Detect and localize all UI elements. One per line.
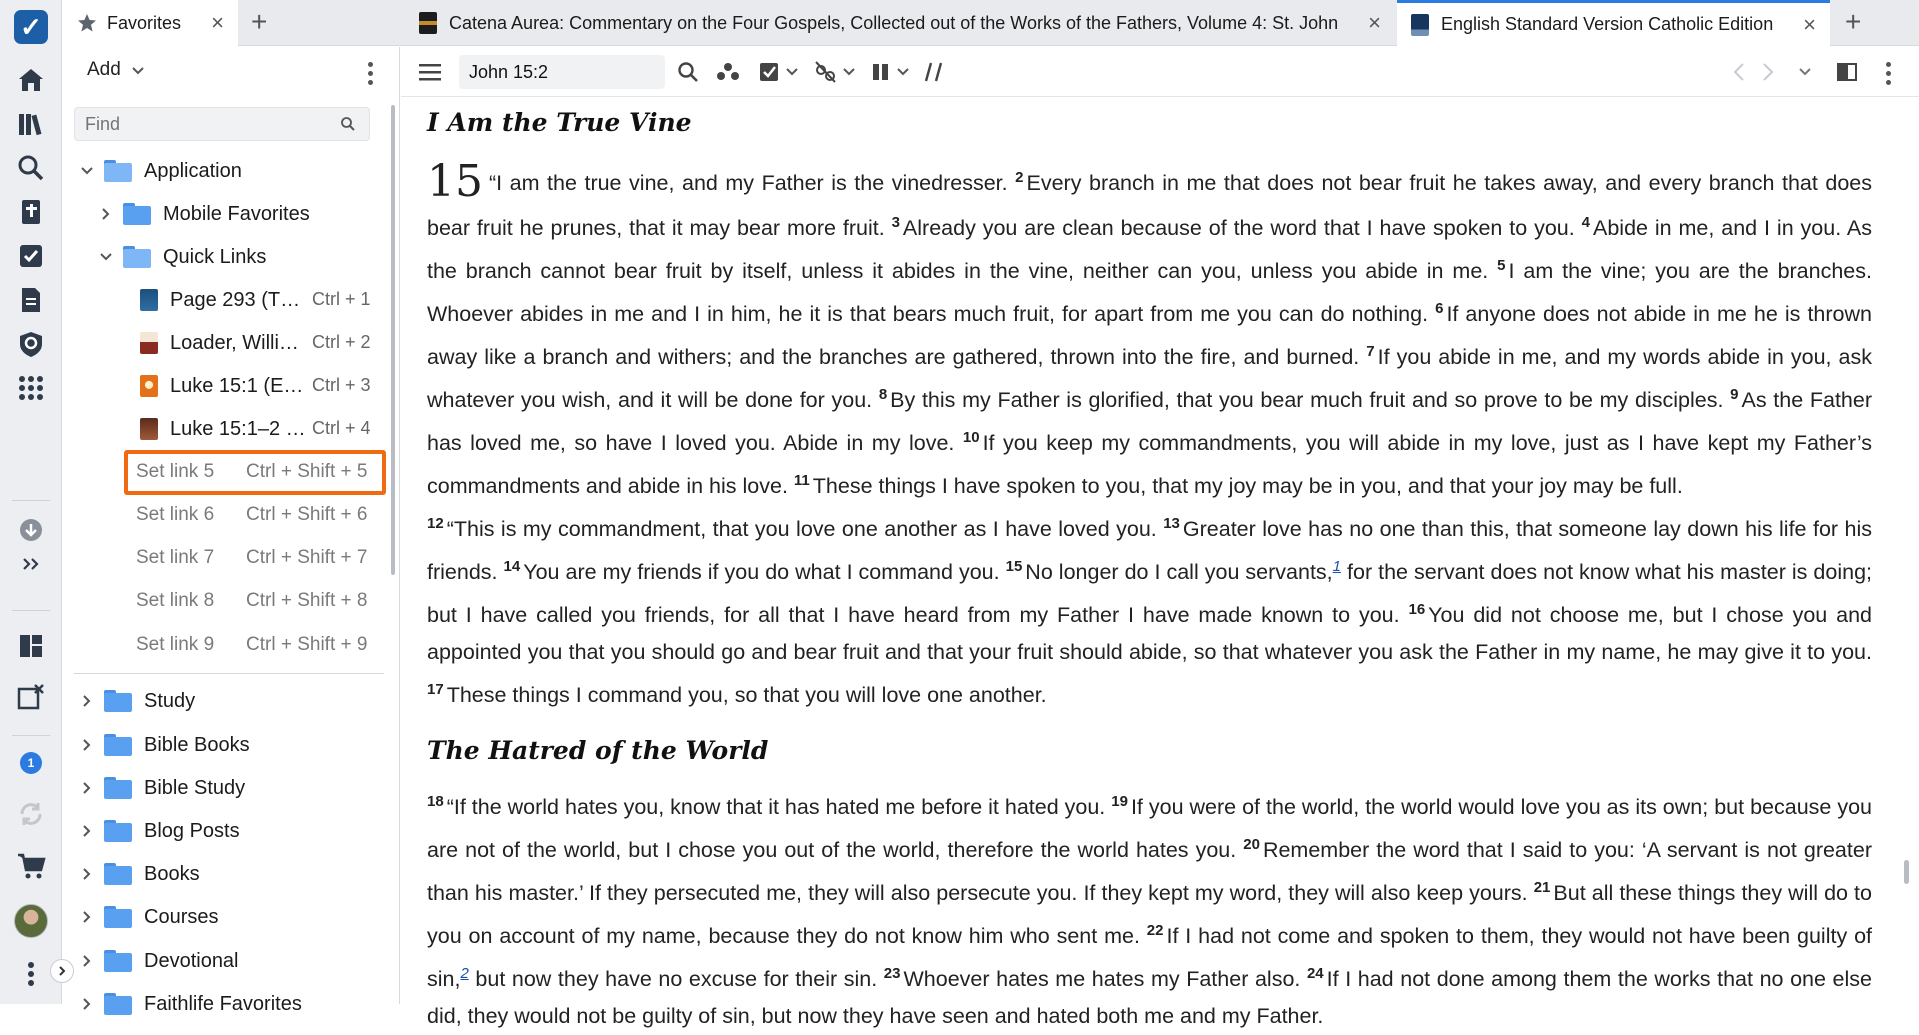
folder-application[interactable]	[80, 153, 242, 189]
verse-text: These things I command you, so that you will love one another.	[446, 683, 1047, 707]
verse-text: If anyone does not abide in me he is thrown away like a branch and withers; and the branches are gathered, thrown into the fire, and burned.	[427, 302, 1872, 369]
close-panels-icon[interactable]	[15, 680, 47, 712]
verse-text: If I had not come and spoken to them, they would not have been guilty of sin,	[427, 924, 1872, 991]
verse-text: If I had not done among them the works that no one else did, they would not be guilty of sin, but now they have seen and hated both me and my Father.	[427, 967, 1872, 1028]
verse-text: I am the vine; you are the branches. Whoever abides in me and I in him, he it is that bears much fruit, for apart from me you can do nothing.	[427, 259, 1872, 326]
favorites-scrollbar[interactable]	[391, 105, 395, 575]
history-chevron-down-icon[interactable]	[1799, 58, 1811, 86]
home-icon[interactable]	[15, 64, 47, 96]
chevron-right-icon[interactable]	[80, 997, 94, 1011]
quick-link-3[interactable]	[140, 368, 303, 404]
document-icon[interactable]	[15, 284, 47, 316]
chevron-down-icon	[843, 68, 855, 76]
verse-number[interactable]: 17	[427, 681, 444, 698]
hamburger-menu-icon[interactable]	[419, 58, 443, 86]
tab-label: Favorites	[107, 12, 182, 33]
forward-arrow-icon[interactable]	[1762, 58, 1774, 86]
new-tab-icon[interactable]: +	[1845, 6, 1862, 37]
folder-label: Quick Links	[163, 245, 267, 268]
folder-icon	[104, 690, 132, 712]
verse-number[interactable]: 12	[427, 515, 444, 532]
folder-icon	[104, 777, 132, 799]
folder-label: Blog Posts	[144, 819, 240, 842]
verse-text-group	[427, 795, 1872, 991]
verse-text: As the Father has loved me, so have I loved you. Abide in my love.	[427, 388, 1872, 455]
chevron-down-icon[interactable]	[80, 164, 94, 178]
people-icon[interactable]	[716, 58, 740, 86]
verse-text: By this my Father is glorified, that you bear much fruit and so prove to be my disciples.	[890, 388, 1731, 412]
close-tab-icon[interactable]: ×	[1803, 11, 1816, 37]
layouts-icon[interactable]	[15, 630, 47, 662]
verse-number[interactable]: 11	[793, 472, 810, 489]
verse-number[interactable]: 20	[1243, 836, 1260, 853]
new-tab-icon[interactable]: +	[251, 6, 268, 37]
book-cover-icon	[419, 12, 437, 34]
book-cover-icon	[1411, 14, 1429, 36]
verse-text-group	[427, 967, 1872, 1028]
link-label: Loader, Willi…	[170, 331, 299, 354]
verse-text: If you were of the world, the world would love you as its own; but because you are not of the world, but I chose you out of the world, therefore the world hates you.	[427, 795, 1872, 862]
folder-label: Mobile Favorites	[163, 202, 310, 225]
folder-label: Devotional	[144, 949, 239, 972]
folder-bible-study[interactable]	[80, 770, 245, 806]
folder-label: Courses	[144, 905, 219, 928]
verse-number[interactable]: 16	[1408, 601, 1426, 618]
verse-number[interactable]: 7	[1366, 343, 1375, 360]
add-button[interactable]	[87, 59, 144, 81]
set-link-shortcut: Ctrl + Shift + 5	[246, 461, 368, 482]
link-shortcut: Ctrl + 3	[312, 375, 371, 395]
set-link-label: Set link 5	[136, 461, 215, 482]
sync-icon[interactable]	[15, 798, 47, 830]
verse-text: for the servant does not know what his master is doing; but I have called you friends, for all that I have heard from my Father I have made known to you.	[427, 560, 1872, 627]
library-icon[interactable]	[15, 108, 47, 140]
verse-number[interactable]: 18	[427, 793, 444, 810]
folder-icon	[104, 863, 132, 885]
set-link-5[interactable]	[136, 454, 368, 490]
folder-bible-books[interactable]	[80, 727, 250, 763]
set-link-7[interactable]	[136, 540, 368, 576]
verse-number[interactable]: 2	[1015, 169, 1024, 186]
folder-courses[interactable]	[80, 899, 218, 935]
set-link-label: Set link 6	[136, 504, 215, 525]
add-label: Add	[87, 59, 121, 80]
verse-number[interactable]: 13	[1163, 515, 1180, 532]
section-heading: The Hatred of the World	[427, 736, 769, 765]
find-input[interactable]	[74, 107, 370, 141]
rail-divider	[12, 500, 50, 501]
chevron-right-icon[interactable]	[80, 781, 94, 795]
folder-icon	[104, 950, 132, 972]
set-link-label: Set link 8	[136, 590, 215, 611]
app-rail	[0, 0, 62, 1004]
chevron-right-icon[interactable]	[99, 207, 113, 221]
verse-text: Greater love has no one than this, that someone lay down his life for his friends.	[427, 517, 1872, 584]
chevron-right-icon[interactable]	[80, 867, 94, 881]
set-link-shortcut: Ctrl + Shift + 9	[246, 634, 368, 655]
close-tab-icon[interactable]: ×	[211, 10, 224, 35]
search-icon[interactable]	[677, 58, 699, 86]
verse-number[interactable]: 23	[883, 965, 901, 982]
paragraph	[427, 156, 1873, 505]
set-link-shortcut: Ctrl + Shift + 8	[246, 590, 368, 611]
apps-grid-icon[interactable]	[15, 372, 47, 404]
chevron-right-icon[interactable]	[80, 954, 94, 968]
folder-blog-posts[interactable]	[80, 813, 240, 849]
verse-number[interactable]: 4	[1581, 214, 1590, 231]
parallel-icon[interactable]	[871, 58, 909, 86]
text-comparison-icon[interactable]	[924, 58, 944, 86]
close-tab-icon[interactable]: ×	[1368, 10, 1381, 35]
verse-text: If you keep my commandments, you will abide in my love, just as I have kept my Father’s commandments and abide in his love.	[427, 431, 1872, 498]
verse-number[interactable]: 6	[1435, 300, 1444, 317]
reader-menu-kebab-icon[interactable]	[1886, 62, 1892, 89]
folder-study[interactable]	[80, 683, 195, 719]
set-link-6[interactable]	[136, 497, 368, 533]
reference-input[interactable]	[459, 55, 665, 89]
section-heading: I Am the True Vine	[427, 108, 692, 137]
verse-text: “I am the true vine, and my Father is the vinedresser.	[489, 171, 1016, 195]
folder-open-icon	[123, 246, 151, 268]
verse-number[interactable]: 24	[1306, 965, 1324, 982]
footnote-link[interactable]: 2	[460, 965, 469, 982]
folder-label: Faithlife Favorites	[144, 992, 302, 1015]
notification-badge[interactable]: 1	[20, 752, 42, 774]
link-label: Luke 15:1–2 …	[170, 417, 306, 440]
link-label: Luke 15:1 (E…	[170, 374, 304, 397]
more-rail-icon[interactable]	[15, 548, 47, 580]
verse-number[interactable]: 5	[1497, 257, 1506, 274]
verse-number[interactable]: 22	[1146, 922, 1164, 939]
favorites-menu-kebab-icon[interactable]	[368, 62, 374, 89]
back-arrow-icon[interactable]	[1733, 58, 1745, 86]
folder-label: Bible Study	[144, 776, 246, 799]
tab-label: English Standard Version Catholic Edition	[1441, 14, 1774, 34]
guides-icon[interactable]	[15, 328, 47, 360]
folder-faithlife-favorites[interactable]	[80, 986, 302, 1022]
verse-number[interactable]: 15	[1005, 558, 1023, 575]
book-cover-icon	[140, 418, 158, 440]
footnote-link[interactable]: 1	[1332, 558, 1341, 575]
folder-icon	[104, 906, 132, 928]
verse-text: You are my friends if you do what I command you.	[523, 560, 1006, 584]
folder-label: Application	[144, 159, 242, 182]
user-avatar[interactable]	[14, 904, 48, 938]
set-link-9[interactable]	[136, 627, 368, 663]
tab-favorites[interactable]	[63, 0, 238, 46]
reader-scrollbar[interactable]	[1904, 860, 1909, 884]
link-label: Page 293 (T…	[170, 288, 301, 311]
folder-mobile-favorites[interactable]	[99, 196, 310, 232]
paragraph	[427, 505, 1872, 714]
quick-link-2[interactable]	[140, 325, 299, 361]
link-shortcut: Ctrl + 1	[312, 289, 371, 309]
star-icon	[77, 13, 97, 33]
quick-link-4[interactable]	[140, 411, 306, 447]
chevron-down-icon	[897, 68, 909, 76]
chevron-right-icon[interactable]	[80, 910, 94, 924]
checklist-icon[interactable]	[15, 240, 47, 272]
folder-devotional[interactable]	[80, 943, 239, 979]
search-icon[interactable]	[15, 152, 47, 184]
rail-menu-kebab-icon[interactable]	[15, 958, 47, 990]
set-link-shortcut: Ctrl + Shift + 7	[246, 547, 368, 568]
verse-number[interactable]: 10	[962, 429, 980, 446]
tab-label: Catena Aurea: Commentary on the Four Gospels, Collected out of the Works of the Fathers, Volume 4: St. John	[449, 12, 1339, 33]
verse-text: You did not choose me, but I chose you and appointed you that you should go and bear fruit and that your fruit should abide, so that whatever you ask the Father in my name, he may give it to you.	[427, 603, 1872, 664]
folder-label: Books	[144, 862, 200, 885]
verse-text: Remember the word that I said to you: ‘A servant is not greater than his master.’ If they persecuted me, they will also persecute you. If they kept my word, they will also keep yours.	[427, 838, 1872, 905]
link-shortcut: Ctrl + 2	[312, 332, 371, 352]
folder-books[interactable]	[80, 856, 200, 892]
chevron-right-icon[interactable]	[80, 824, 94, 838]
verse-text: Abide in me, and I in you. As the branch cannot bear fruit by itself, unless it abides in the vine, neither can you, unless you abide in me.	[427, 216, 1872, 283]
expand-rail-chevron-icon[interactable]	[50, 959, 74, 983]
verse-text: If you abide in me, and my words abide in you, ask whatever you wish, and it will be done for you.	[427, 345, 1872, 412]
verse-number[interactable]: 21	[1533, 879, 1551, 896]
book-cover-icon	[140, 375, 158, 397]
folder-icon	[104, 993, 132, 1015]
set-link-8[interactable]	[136, 583, 368, 619]
verse-text: but now they have no excuse for their sin.	[468, 967, 884, 991]
verse-number[interactable]: 3	[891, 214, 900, 231]
verse-number[interactable]: 14	[503, 558, 521, 575]
set-link-shortcut: Ctrl + Shift + 6	[246, 504, 368, 525]
interlinear-icon[interactable]	[813, 58, 855, 86]
logos-logo-icon[interactable]: ✓	[14, 10, 48, 44]
verse-text-group	[427, 171, 1872, 498]
chapter-number: 15	[427, 156, 483, 207]
download-icon[interactable]	[15, 514, 47, 546]
quick-link-1[interactable]	[140, 282, 300, 318]
book-cover-icon	[140, 289, 158, 311]
verse-text: “This is my commandment, that you love one another as I have loved you.	[446, 517, 1164, 541]
verse-text: Every branch in me that does not bear fruit he takes away, and every branch that does bear fruit he prunes, that it may bear more fruit.	[427, 171, 1873, 240]
book-cover-icon	[140, 332, 158, 354]
verse-text: But all these things they will do to you on account of my name, because they do not know him who sent me.	[427, 881, 1872, 948]
verse-number[interactable]: 9	[1730, 386, 1739, 403]
bible-icon[interactable]	[15, 196, 47, 228]
verse-text: “If the world hates you, know that it has hated me before it hated you.	[446, 795, 1112, 819]
verse-text: No longer do I call you servants,	[1025, 560, 1333, 584]
verse-text: These things I have spoken to you, that my joy may be in you, and that your joy may be full.	[812, 474, 1683, 498]
reader-content	[427, 98, 1873, 1028]
visual-filter-icon[interactable]	[758, 58, 798, 86]
folder-label: Study	[144, 689, 196, 712]
find-search-icon	[340, 116, 356, 132]
chevron-down-icon	[786, 68, 798, 76]
panel-layout-icon[interactable]	[1836, 58, 1858, 86]
tab-esv-catholic[interactable]	[1397, 0, 1830, 46]
tab-catena-aurea[interactable]	[405, 0, 1395, 46]
favorites-divider	[74, 673, 384, 674]
cart-icon[interactable]	[15, 850, 47, 882]
folder-quick-links[interactable]	[99, 239, 266, 275]
paragraph	[427, 783, 1872, 1035]
link-shortcut: Ctrl + 4	[312, 418, 371, 438]
chevron-right-icon[interactable]	[80, 694, 94, 708]
chevron-down-icon	[132, 67, 144, 75]
folder-icon	[104, 820, 132, 842]
verse-number[interactable]: 8	[878, 386, 888, 403]
rail-divider	[12, 735, 50, 736]
verse-text: Already you are clean because of the word that I have spoken to you.	[902, 216, 1582, 240]
folder-label: Bible Books	[144, 733, 250, 756]
folder-icon	[104, 734, 132, 756]
folder-open-icon	[104, 160, 132, 182]
verse-number[interactable]: 19	[1111, 793, 1128, 810]
set-link-label: Set link 7	[136, 547, 215, 568]
chevron-right-icon[interactable]	[80, 738, 94, 752]
chevron-down-icon[interactable]	[99, 250, 113, 264]
rail-divider	[12, 610, 50, 611]
verse-text: Whoever hates me hates my Father also.	[903, 967, 1307, 991]
set-link-label: Set link 9	[136, 634, 215, 655]
folder-icon	[123, 203, 151, 225]
